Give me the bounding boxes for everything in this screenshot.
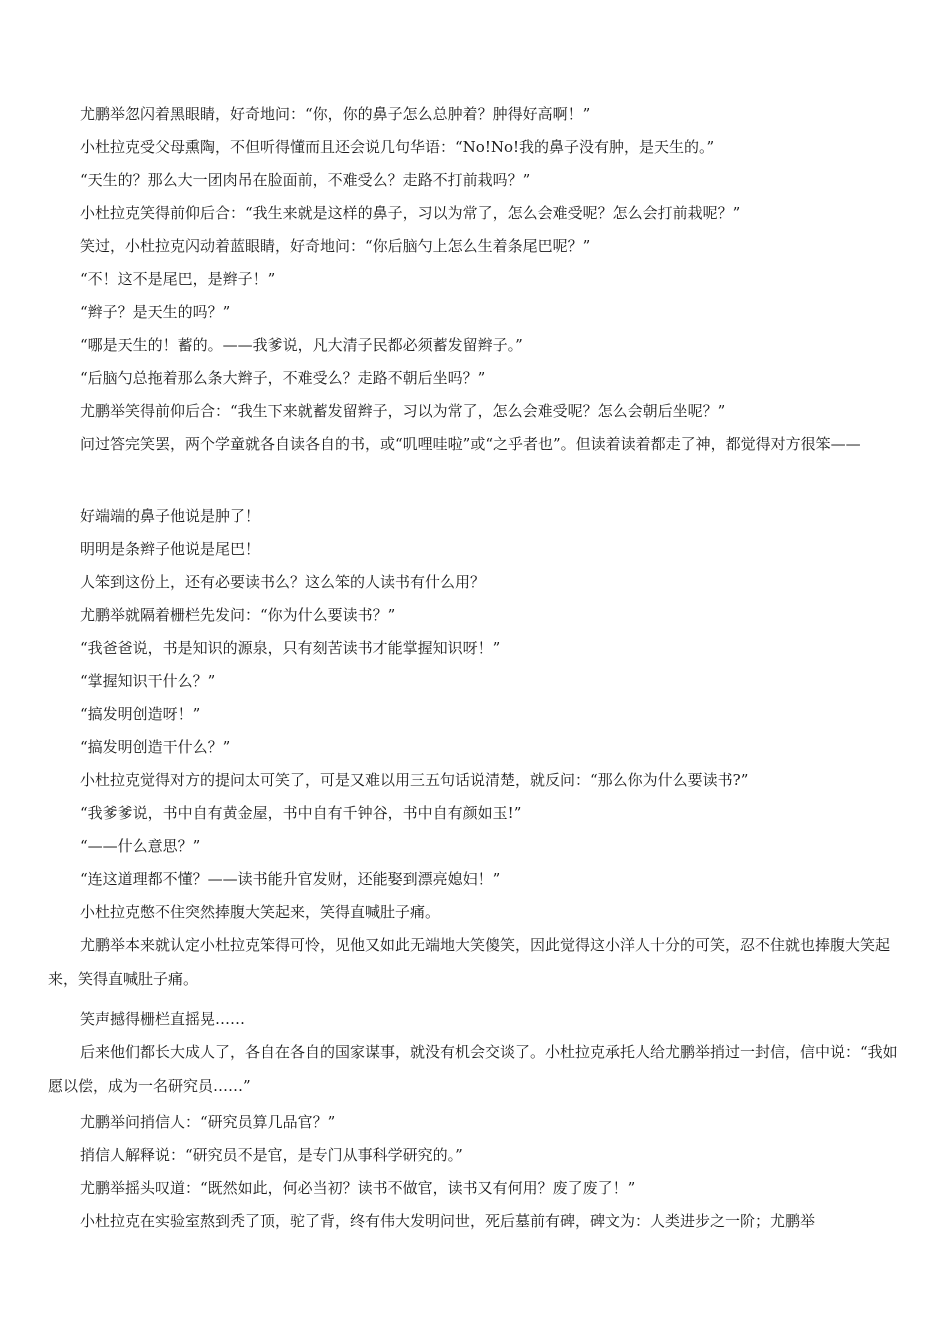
paragraph: 明明是条辫子他说是尾巴！ bbox=[80, 540, 261, 558]
paragraph: 尤鹏举问捎信人：“研究员算几品官？” bbox=[80, 1113, 336, 1131]
paragraph: 捎信人解释说：“研究员不是官，是专门从事科学研究的。” bbox=[80, 1146, 463, 1164]
paragraph: 尤鹏举摇头叹道：“既然如此，何必当初？读书不做官，读书又有何用？废了废了！” bbox=[80, 1179, 636, 1197]
paragraph: 后来他们都长大成人了，各自在各自的国家谋事，就没有机会交谈了。小杜拉克承托人给尤鹏举捎过一封信，信中说：“我如愿以偿，成为一名研究员……” bbox=[48, 1043, 898, 1095]
paragraph: “搞发明创造呀！” bbox=[80, 705, 201, 723]
paragraph: 笑过，小杜拉克闪动着蓝眼睛，好奇地问：“你后脑勺上怎么生着条尾巴呢？” bbox=[80, 237, 591, 255]
paragraph: 小杜拉克在实验室熬到秃了顶，驼了背，终有伟大发明问世，死后墓前有碑，碑文为：人类进步之一阶；尤鹏举 bbox=[80, 1212, 816, 1230]
paragraph: “搞发明创造干什么？” bbox=[80, 738, 231, 756]
paragraph: “哪是天生的！蓄的。——我爹说，凡大清子民都必须蓄发留辫子。” bbox=[80, 336, 523, 354]
paragraph: “掌握知识干什么？” bbox=[80, 672, 216, 690]
paragraph: “辫子？是天生的吗？” bbox=[80, 303, 231, 321]
paragraph: “我爸爸说，书是知识的源泉，只有刻苦读书才能掌握知识呀！” bbox=[80, 639, 501, 657]
paragraph: 好端端的鼻子他说是肿了！ bbox=[80, 507, 261, 525]
paragraph: 尤鹏举笑得前仰后合：“我生下来就蓄发留辫子，习以为常了，怎么会难受呢？怎么会朝后坐呢？” bbox=[80, 402, 726, 420]
paragraph: “连这道理都不懂？——读书能升官发财，还能娶到漂亮媳妇！” bbox=[80, 870, 501, 888]
paragraph: 小杜拉克憋不住突然捧腹大笑起来，笑得直喊肚子痛。 bbox=[80, 903, 441, 921]
paragraph: 小杜拉克觉得对方的提问太可笑了，可是又难以用三五句话说清楚，就反问：“那么你为什么要读书?” bbox=[80, 771, 749, 789]
paragraph: 人笨到这份上，还有必要读书么？这么笨的人读书有什么用？ bbox=[80, 573, 486, 591]
paragraph: “不！这不是尾巴，是辫子！” bbox=[80, 270, 276, 288]
paragraph: 小杜拉克笑得前仰后合：“我生来就是这样的鼻子，习以为常了，怎么会难受呢？怎么会打前栽呢？” bbox=[80, 204, 741, 222]
paragraph: 小杜拉克受父母熏陶，不但听得懂而且还会说几句华语：“No!No!我的鼻子没有肿，是天生的。” bbox=[80, 138, 715, 156]
paragraph: “我爹爹说，书中自有黄金屋，书中自有千钟谷，书中自有颜如玉!” bbox=[80, 804, 522, 822]
paragraph: 尤鹏举就隔着栅栏先发问：“你为什么要读书？” bbox=[80, 606, 396, 624]
paragraph: 尤鹏举忽闪着黑眼睛，好奇地问：“你，你的鼻子怎么总肿着？肿得好高啊！” bbox=[80, 105, 591, 123]
paragraph: 尤鹏举本来就认定小杜拉克笨得可怜，见他又如此无端地大笑傻笑，因此觉得这小洋人十分的可笑，忍不住就也捧腹大笑起来，笑得直喊肚子痛。 bbox=[48, 936, 891, 988]
paragraph: 问过答完笑罢，两个学童就各自读各自的书，或“叽哩哇啦”或“之乎者也”。但读着读着都走了神，都觉得对方很笨—— bbox=[80, 435, 861, 453]
paragraph: “后脑勺总拖着那么条大辫子，不难受么？走路不朝后坐吗？” bbox=[80, 369, 486, 387]
paragraph: “天生的？那么大一团肉吊在脸面前，不难受么？走路不打前栽吗？” bbox=[80, 171, 531, 189]
paragraph: “——什么意思？” bbox=[80, 837, 201, 855]
paragraph: 笑声撼得栅栏直摇晃…… bbox=[80, 1010, 246, 1028]
